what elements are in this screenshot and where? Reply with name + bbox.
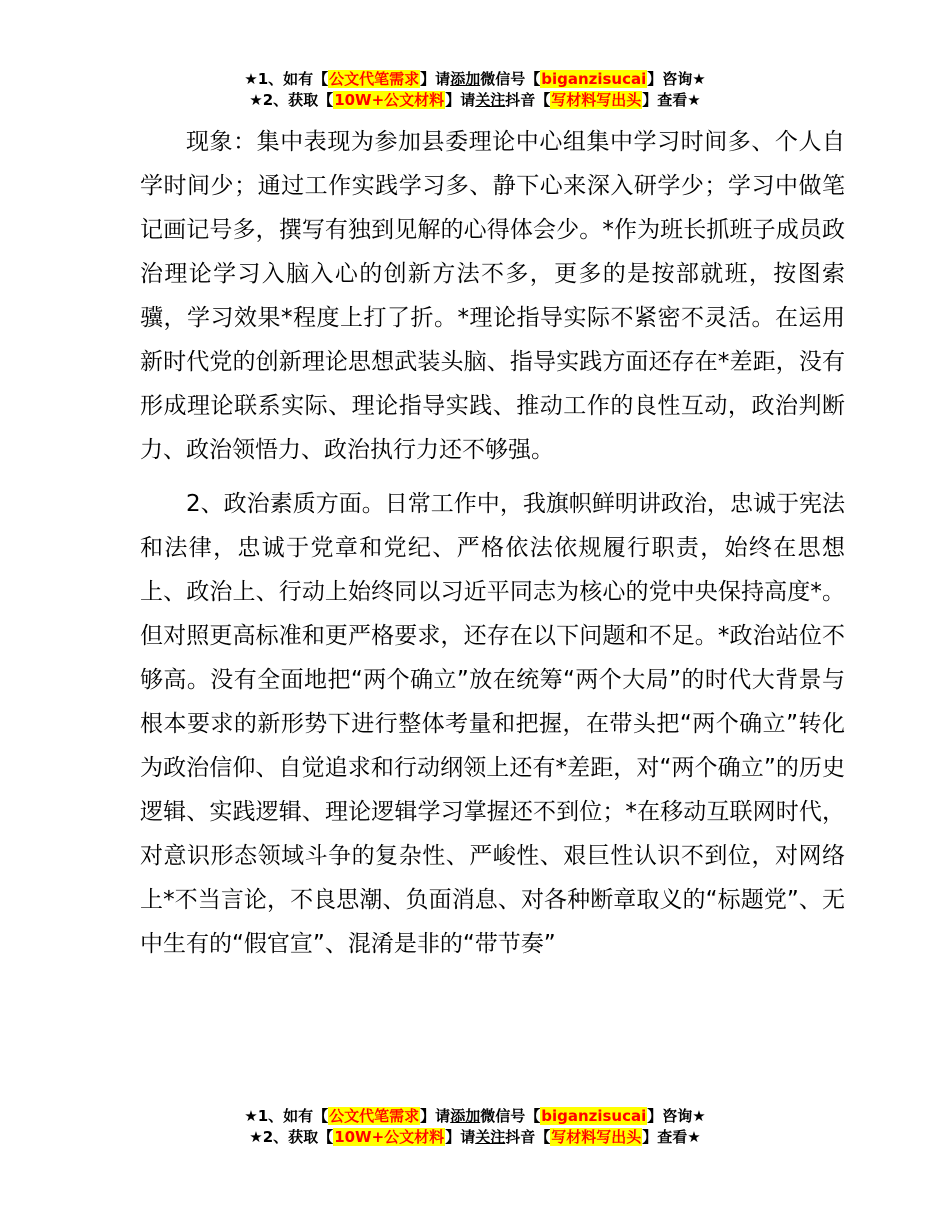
highlight-materials: 10W+公文材料 bbox=[334, 1128, 445, 1146]
underlined-text: 添加 bbox=[450, 1107, 481, 1125]
banner-text: 】请 bbox=[420, 1107, 451, 1125]
highlight-materials: 10W+公文材料 bbox=[334, 91, 445, 109]
highlight-douyin-id: 写材料写出头 bbox=[551, 1128, 642, 1146]
banner-text: 】请 bbox=[420, 70, 451, 88]
highlight-wechat-id: biganzisucai bbox=[541, 70, 647, 88]
header-banner bbox=[0, 69, 950, 111]
underlined-text: 关注 bbox=[475, 1128, 506, 1146]
banner-text: 抖音【 bbox=[505, 1128, 551, 1146]
highlight-service: 公文代笔需求 bbox=[329, 70, 420, 88]
paragraph-phenomenon: 现象：集中表现为参加县委理论中心组集中学习时间多、个人自学时间少；通过工作实践学习多、静下心来深入研学少；学习中做笔记画记号多，撰写有独到见解的心得体会少。*作为班长抓班子成员政治理论学习入脑入心的创新方法不多，更多的是按部就班，按图索骥，学习效果*程度上打了折。*理论指导实际不紧密不灵活。在运用新时代党的创新理论思想武装头脑、指导实践方面还存在*差距，没有形成理论联系实际、理论指导实践、推动工作的良性互动，政治判断力、政治领悟力、政治执行力还不够强。 bbox=[140, 129, 845, 463]
highlight-wechat-id: biganzisucai bbox=[541, 1107, 647, 1125]
banner-text: 微信号【 bbox=[480, 1107, 541, 1125]
underlined-text: 关注 bbox=[475, 91, 506, 109]
banner-line-2 bbox=[0, 1127, 950, 1148]
banner-text: ★2、获取【 bbox=[249, 91, 334, 109]
banner-text: 微信号【 bbox=[480, 70, 541, 88]
banner-line-1 bbox=[0, 69, 950, 90]
banner-text: 】请 bbox=[445, 1128, 476, 1146]
banner-text: ★1、如有【 bbox=[244, 70, 329, 88]
footer-banner bbox=[0, 1106, 950, 1148]
banner-text: ★1、如有【 bbox=[244, 1107, 329, 1125]
banner-text: ★2、获取【 bbox=[249, 1128, 334, 1146]
highlight-douyin-id: 写材料写出头 bbox=[551, 91, 642, 109]
banner-line-2 bbox=[0, 90, 950, 111]
banner-line-1 bbox=[0, 1106, 950, 1127]
paragraph-political-quality: 2、政治素质方面。日常工作中，我旗帜鲜明讲政治，忠诚于宪法和法律，忠诚于党章和党纪、严格依法依规履行职责，始终在思想上、政治上、行动上始终同以习近平同志为核心的党中央保持高度*。但对照更高标准和更严格要求，还存在以下问题和不足。*政治站位不够高。没有全面地把“两个确立”放在统筹“两个大局”的时代大背景与根本要求的新形势下进行整体考量和把握，在带头把“两个确立”转化为政治信仰、自觉追求和行动纲领上还有*差距，对“两个确立”的历史逻辑、实践逻辑、理论逻辑学习掌握还不到位；*在移动互联网时代，对意识形态领域斗争的复杂性、严峻性、艰巨性认识不到位，对网络上*不当言论，不良思潮、负面消息、对各种断章取义的“标题党”、无中生有的“假官宣”、混淆是非的“带节奏” bbox=[140, 491, 845, 957]
banner-text: 】咨询★ bbox=[647, 70, 706, 88]
banner-text: 抖音【 bbox=[505, 91, 551, 109]
banner-text: 】查看★ bbox=[642, 91, 701, 109]
banner-text: 】咨询★ bbox=[647, 1107, 706, 1125]
document-body bbox=[140, 120, 845, 976]
banner-text: 】请 bbox=[445, 91, 476, 109]
underlined-text: 添加 bbox=[450, 70, 481, 88]
highlight-service: 公文代笔需求 bbox=[329, 1107, 420, 1125]
banner-text: 】查看★ bbox=[642, 1128, 701, 1146]
